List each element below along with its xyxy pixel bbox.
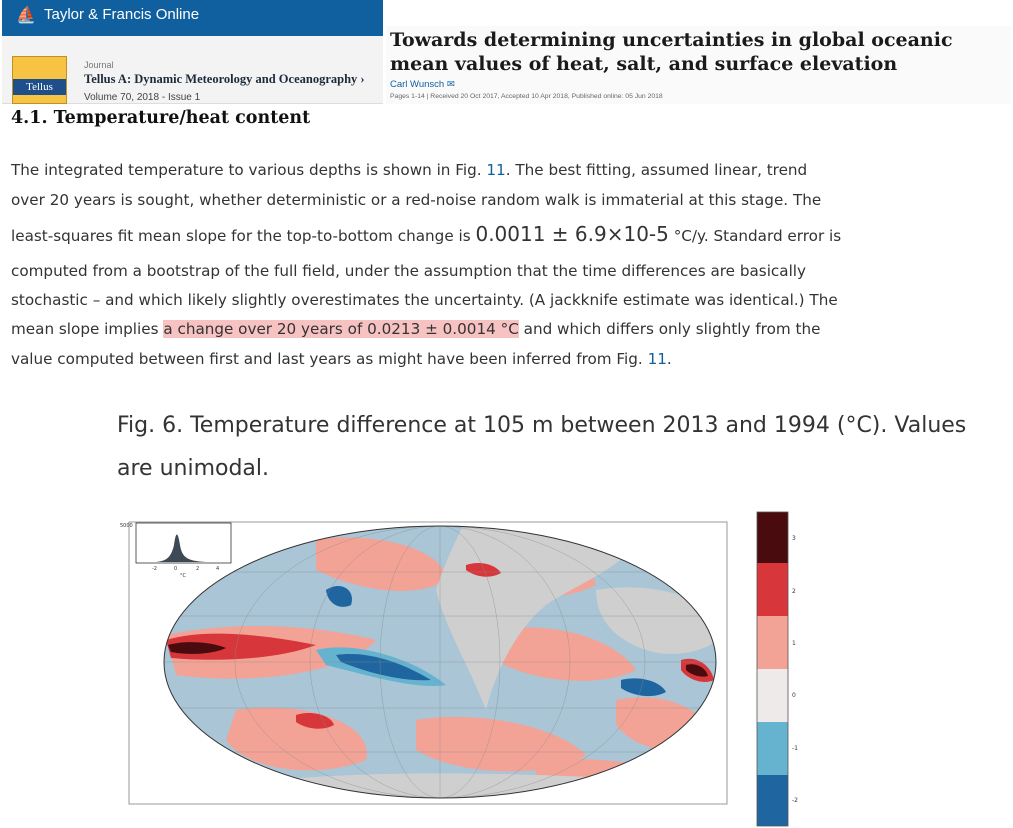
paragraph-line [11, 161, 807, 179]
inset-xtick: 2 [196, 566, 200, 572]
inset-unit: °C [180, 573, 186, 579]
colorbar-tick: 0 [792, 692, 796, 699]
paragraph-line: over 20 years is sought, whether deterministic or a red-noise random walk is immaterial at this stage. The [11, 191, 822, 209]
colorbar-tick: 1 [792, 640, 796, 647]
colorbar-segment [757, 775, 788, 826]
paragraph-line: computed from a bootstrap of the full field, under the assumption that the time differences are basically [11, 262, 806, 280]
inset-ytick: 5000 [120, 523, 133, 529]
journal-cover-image[interactable] [12, 56, 67, 104]
slope-value: 0.0011 ± 6.9×10-5 [475, 222, 669, 246]
text-span: °C/y. Standard error is [668, 227, 842, 245]
inset-xtick: 4 [216, 566, 220, 572]
colorbar-segment [757, 722, 788, 775]
figure-link[interactable]: 11 [486, 161, 506, 179]
article-panel [386, 26, 1011, 104]
journal-panel [2, 36, 383, 104]
text-span: The integrated temperature to various depths is shown in Fig. [11, 161, 487, 179]
colorbar-tick: -1 [792, 745, 798, 752]
ship-logo-icon: ⛵ [16, 5, 36, 24]
publisher-name: Taylor & Francis Online [44, 6, 200, 23]
paragraph-line [11, 350, 672, 368]
figure-link[interactable]: 11 [647, 350, 667, 368]
article-meta: Pages 1-14 | Received 20 Oct 2017, Accepted 10 Apr 2018, Published online: 05 Jun 2018 [390, 93, 663, 100]
colorbar-tick: 2 [792, 588, 796, 595]
figure-caption: Fig. 6. Temperature difference at 105 m between 2013 and 1994 (°C). Values are unimodal. [117, 413, 967, 481]
colorbar-segment [757, 512, 788, 563]
cover-title: Tellus [13, 79, 66, 95]
publisher-bar[interactable] [2, 0, 383, 36]
colorbar-segment [757, 669, 788, 722]
inset-xtick: -2 [152, 566, 157, 572]
journal-issue-link[interactable]: Volume 70, 2018 - Issue 1 [84, 92, 201, 103]
author-link[interactable]: Carl Wunsch ✉ [390, 79, 455, 90]
article-header [0, 0, 1013, 105]
paragraph-line [11, 320, 820, 338]
colorbar [757, 512, 798, 826]
colorbar-segment [757, 563, 788, 616]
text-span: mean slope implies [11, 320, 164, 338]
highlighted-text: a change over 20 years of 0.0213 ± 0.0014 °C [163, 320, 519, 338]
text-span: value computed between first and last years as might have been inferred from Fig. [11, 350, 648, 368]
paragraph-line: stochastic – and which likely slightly overestimates the uncertainty. (A jackknife estimate was identical.) The [11, 291, 838, 309]
colorbar-segment [757, 616, 788, 669]
text-span: . The best fitting, assumed linear, trend [505, 161, 808, 179]
colorbar-tick: 3 [792, 535, 796, 542]
journal-name-link[interactable]: Tellus A: Dynamic Meteorology and Oceanography › [84, 72, 365, 86]
section-heading: 4.1. Temperature/heat content [11, 108, 311, 128]
colorbar-tick: -2 [792, 797, 798, 804]
journal-label: Journal [84, 60, 114, 70]
paragraph-line [11, 222, 841, 246]
article-title: Towards determining uncertainties in global oceanic mean values of heat, salt, and surface elevation [390, 29, 953, 75]
text-span: and which differs only slightly from the [518, 320, 821, 338]
text-span: least-squares fit mean slope for the top-to-bottom change is [11, 227, 476, 245]
inset-xtick: 0 [174, 566, 178, 572]
temperature-difference-map[interactable] [116, 510, 956, 828]
text-span: . [666, 350, 672, 368]
